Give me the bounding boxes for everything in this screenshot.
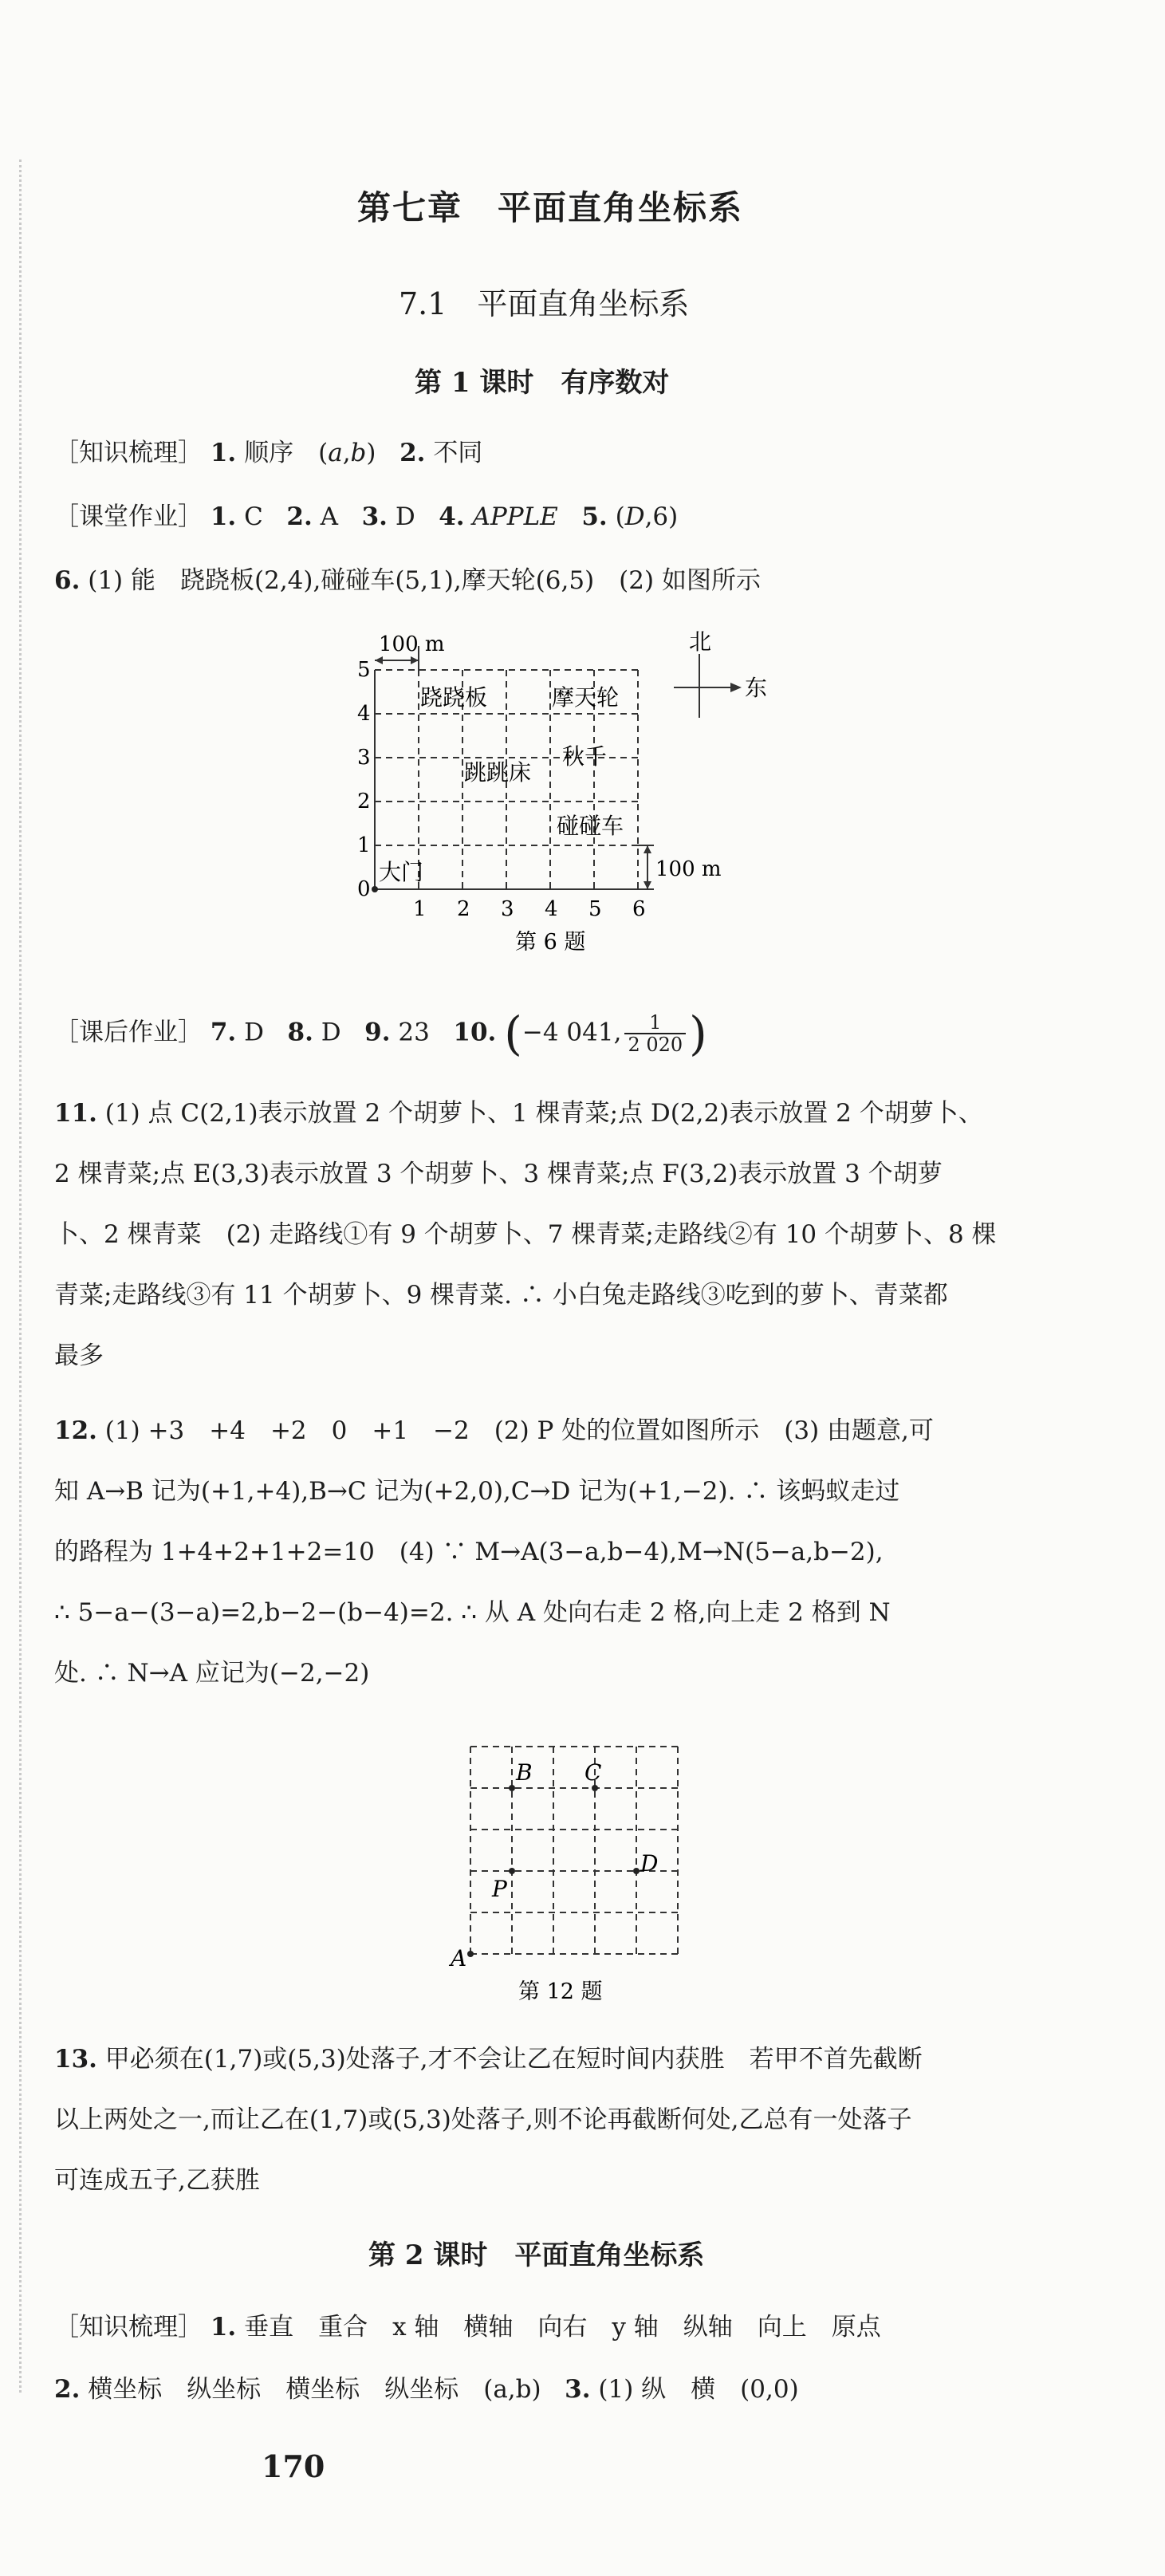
y-tick: 2 — [357, 790, 371, 813]
answer-text: , — [342, 439, 351, 467]
y-tick: 3 — [357, 746, 371, 770]
scale-bar-top — [375, 632, 445, 670]
answer-text: 23 — [398, 1018, 430, 1047]
line-q11-1 — [54, 1093, 983, 1128]
line-q13-3: 可连成五子,乙获胜 — [54, 2166, 260, 2195]
answer-text: APPLE — [472, 502, 558, 531]
x-tick: 3 — [501, 897, 514, 921]
y-tick: 5 — [357, 658, 371, 682]
answer-text: D — [395, 502, 415, 531]
answer-text: 垂直 重合 x 轴 横轴 向右 y 轴 纵轴 向上 原点 — [244, 2313, 881, 2342]
answer-text: A — [320, 502, 339, 531]
section-tag: ［课后作业］ — [54, 1018, 203, 1047]
line-classwork — [54, 496, 678, 532]
answer-text: (1) +3 +4 +2 0 +1 −2 (2) P 处的位置如图所示 (3) 由题意,可 — [104, 1416, 934, 1445]
answer-text: 横坐标 纵坐标 横坐标 纵坐标 (a,b) — [88, 2375, 541, 2404]
point-c-label: C — [584, 1759, 602, 1786]
point-d-dot — [633, 1868, 640, 1874]
y-tick: 0 — [357, 877, 371, 901]
compass — [674, 628, 767, 718]
line-q6 — [54, 560, 761, 596]
answer-text: 甲必须在(1,7)或(5,3)处落子,才不会让乙在短时间内获胜 若甲不首先截断 — [104, 2045, 923, 2074]
question-number: 1. — [210, 2313, 237, 2342]
answer-text: ( — [615, 502, 625, 531]
grid-map-q6 — [343, 622, 821, 973]
line-q13-1 — [54, 2038, 923, 2074]
figure-caption: 第 6 题 — [515, 930, 586, 955]
answer-text: (1) 点 C(2,1)表示放置 2 个胡萝卜、1 棵青菜;点 D(2,2)表示放置 2 个胡萝卜、 — [104, 1099, 983, 1128]
lesson-2-title: 第 2 课时 平面直角坐标系 — [368, 2239, 705, 2271]
figure-q6 — [343, 622, 821, 976]
point-a-dot — [467, 1951, 474, 1957]
answer-text: D — [321, 1018, 341, 1047]
point-d-label: D — [640, 1850, 659, 1877]
point-a-label: A — [451, 1945, 467, 1971]
compass-north: 北 — [689, 628, 712, 655]
label-seesaw: 跷跷板 — [420, 684, 488, 711]
answer-text: ,6) — [644, 502, 679, 531]
answer-text: D — [244, 1018, 264, 1047]
line-q12-5: 处. ∴ N→A 应记为(−2,−2) — [54, 1659, 370, 1688]
line-knowledge-1 — [54, 432, 482, 468]
question-number: 2. — [286, 502, 313, 531]
lesson-1-title: 第 1 课时 有序数对 — [415, 367, 670, 399]
question-number: 4. — [439, 502, 465, 531]
line-q11-4: 青菜;走路线③有 11 个胡萝卜、9 棵青菜. ∴ 小白兔走路线③吃到的萝卜、青菜都 — [54, 1281, 948, 1310]
answer-text: 顺序 ( — [244, 439, 329, 467]
line-q12-2: 知 A→B 记为(+1,+4),B→C 记为(+2,0),C→D 记为(+1,−2). ∴ 该蚂蚁走过 — [54, 1477, 900, 1506]
question-number: 1. — [210, 439, 237, 467]
scale-bar-right — [638, 845, 722, 889]
scale-label-top: 100 m — [379, 632, 445, 656]
line-q13-2: 以上两处之一,而让乙在(1,7)或(5,3)处落子,则不论再截断何处,乙总有一处落子 — [54, 2105, 912, 2134]
question-number: 2. — [399, 439, 426, 467]
x-tick: 2 — [457, 897, 470, 921]
answer-var: D — [624, 502, 645, 531]
line-q12-3: 的路程为 1+4+2+1+2=10 (4) ∵ M→A(3−a,b−4),M→N(5−a,b−2), — [54, 1538, 884, 1566]
line-q11-5: 最多 — [54, 1341, 104, 1370]
question-number: 11. — [54, 1099, 97, 1128]
point-p-label: P — [492, 1876, 507, 1902]
section-tag: ［知识梳理］ — [54, 439, 203, 467]
x-tick: 5 — [588, 897, 602, 921]
label-bumper-car: 碰碰车 — [557, 813, 624, 839]
answer-text: C — [244, 502, 263, 531]
grid-q12 — [443, 1739, 706, 2010]
fraction — [624, 1012, 686, 1056]
fraction-denominator: 2 020 — [628, 1034, 683, 1056]
question-number: 1. — [210, 502, 237, 531]
point-p-dot — [509, 1868, 515, 1874]
line-q12-4: ∴ 5−a−(3−a)=2,b−2−(b−4)=2. ∴ 从 A 处向右走 2 格,向上走 2 格到 N — [54, 1598, 891, 1627]
line-knowledge-3 — [54, 2369, 799, 2405]
point-b-dot — [509, 1785, 515, 1791]
paren-open: ( — [504, 1006, 522, 1061]
line-homework — [54, 1006, 707, 1061]
answer-text: 不同 — [433, 439, 483, 467]
question-number: 9. — [364, 1018, 391, 1047]
origin-dot — [372, 886, 378, 892]
line-knowledge-2 — [54, 2306, 881, 2342]
label-ferris-wheel: 摩天轮 — [552, 684, 620, 711]
answer-text: −4 041, — [521, 1018, 622, 1047]
y-tick: 4 — [357, 702, 371, 726]
label-swing: 秋千 — [562, 743, 608, 770]
page-edge-dots — [19, 160, 22, 2393]
scale-label-right: 100 m — [655, 857, 722, 881]
question-number: 13. — [54, 2045, 97, 2074]
x-tick: 4 — [545, 897, 558, 921]
question-number: 3. — [361, 502, 388, 531]
y-tick: 1 — [357, 833, 371, 857]
line-q11-3: 卜、2 棵青菜 (2) 走路线①有 9 个胡萝卜、7 棵青菜;走路线②有 10 个胡萝卜、8 棵 — [54, 1220, 997, 1249]
answer-var: a — [328, 439, 343, 467]
question-number: 10. — [453, 1018, 497, 1047]
question-number: 3. — [565, 2375, 591, 2404]
page-number: 170 — [262, 2448, 325, 2484]
question-number: 2. — [54, 2375, 81, 2404]
question-number: 8. — [287, 1018, 313, 1047]
question-number: 5. — [581, 502, 608, 531]
answer-var: b — [350, 439, 367, 467]
answer-text: (1) 纵 横 (0,0) — [598, 2375, 799, 2404]
question-number: 12. — [54, 1416, 97, 1445]
x-tick: 1 — [413, 897, 427, 921]
label-trampoline: 跳跳床 — [464, 759, 532, 786]
fraction-numerator: 1 — [624, 1012, 686, 1034]
line-q11-2: 2 棵青菜;点 E(3,3)表示放置 3 个胡萝卜、3 棵青菜;点 F(3,2)表示放置 3 个胡萝 — [54, 1160, 943, 1188]
figure-q12 — [443, 1739, 706, 2013]
section-title: 7.1 平面直角坐标系 — [399, 286, 690, 321]
point-b-label: B — [516, 1759, 533, 1786]
question-number: 6. — [54, 566, 81, 595]
point-c-dot — [592, 1785, 598, 1791]
question-number: 7. — [210, 1018, 237, 1047]
section-tag: ［知识梳理］ — [54, 2313, 203, 2342]
answer-text: ) — [366, 439, 376, 467]
answer-text: (1) 能 跷跷板(2,4),碰碰车(5,1),摩天轮(6,5) (2) 如图所示 — [88, 566, 761, 595]
east-arrow-icon — [730, 683, 742, 692]
x-tick: 6 — [632, 897, 646, 921]
label-gate: 大门 — [379, 859, 424, 885]
paren-close: ) — [689, 1006, 707, 1061]
section-tag: ［课堂作业］ — [54, 502, 203, 531]
chapter-title: 第七章 平面直角坐标系 — [357, 188, 744, 227]
compass-east: 东 — [745, 675, 768, 701]
figure-caption: 第 12 题 — [518, 1979, 603, 2004]
line-q12-1 — [54, 1410, 934, 1446]
